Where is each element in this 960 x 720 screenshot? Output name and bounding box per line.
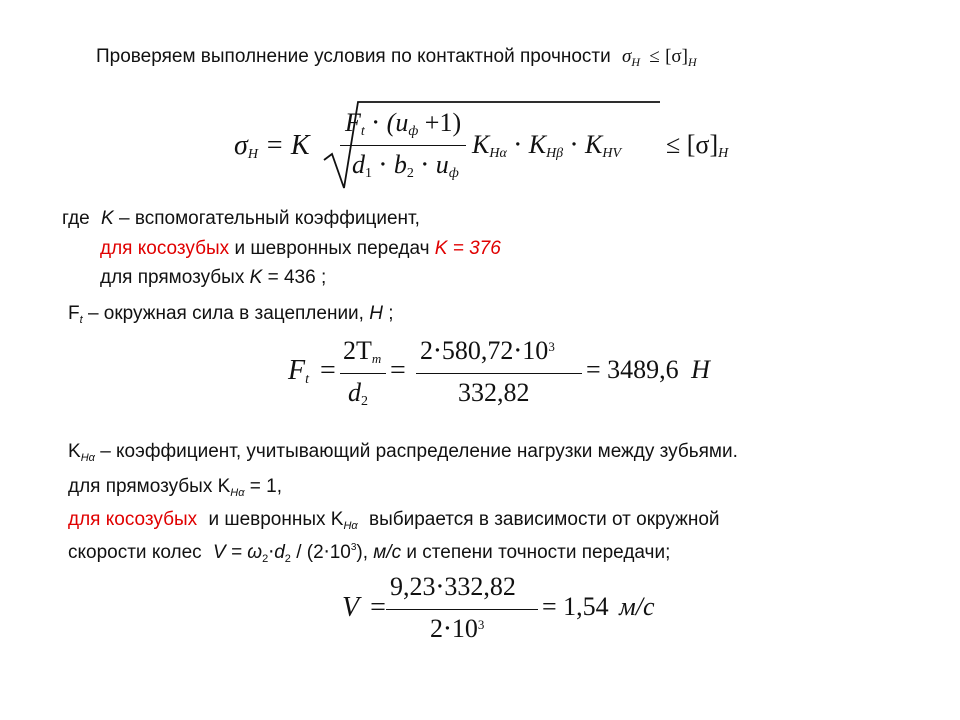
f3-bar <box>386 609 538 610</box>
helical-text: для косозубых <box>100 238 230 259</box>
f1-lhs-sub: H <box>247 147 258 162</box>
intro-sigma-sub: H <box>631 55 641 69</box>
f3-result: = 1,54 м/с <box>542 592 655 621</box>
f1-k-factors: $K_{H\alpha} \cdot K_{H\beta} \cdot K_{HV}$ <box>472 130 622 161</box>
f2-bar1 <box>340 373 386 374</box>
kha-def-line4: скорости колес $V = \omega_2\cdot d_2 / (2\cdot 10^3)$, м/с и степени точности передачи; <box>68 542 671 565</box>
intro-bracket-sub: H <box>687 55 697 69</box>
intro-sigma: σ <box>622 46 632 67</box>
f2-frac1-num: $2T_m$ <box>343 336 382 366</box>
kha-def-line1: $K_{H\alpha}$ – коэффициент, учитывающий распределение нагрузки между зубьями. <box>68 441 738 464</box>
f2-frac1-den: $d_2$ <box>348 378 368 409</box>
f3-num: 9,23⋅332,82 <box>390 572 516 601</box>
f3-den: $2\cdot 10^3$ <box>430 614 485 643</box>
kha-def-line2: для прямозубых $K_{H\alpha} = 1$, <box>68 476 283 499</box>
f2-frac2-den: 332,82 <box>458 378 530 407</box>
ft-def: $F_t$ – окружная сила в зацеплении, Н ; <box>68 303 394 326</box>
k-def-line1: где K – вспомогательный коэффициент, <box>62 208 420 229</box>
f1-fraction-bar <box>340 145 466 146</box>
intro-bracket: [σ] <box>665 46 688 67</box>
intro-text: Проверяем выполнение условия по контактной прочности <box>96 46 611 67</box>
intro-line <box>96 46 697 70</box>
k-def-line2: для косозубых и шевронных передач K = 376 <box>100 238 501 259</box>
f1-numerator: $F_t \cdot (u_ф +1)$ <box>345 108 462 139</box>
helical-text-2: для косозубых <box>68 509 198 530</box>
k-def-line3: для прямозубых K = 436 ; <box>100 267 327 288</box>
intro-le: ≤ <box>649 46 660 67</box>
f1-eq: = K <box>264 130 310 161</box>
f2-bar2 <box>416 373 582 374</box>
f2-result: = 3489,6 H <box>586 355 710 384</box>
f1-lhs: σ <box>234 130 248 161</box>
f1-rhs: ≤ $[\sigma]_H$ <box>666 130 729 161</box>
f1-denominator: $d_1 \cdot b_2 \cdot u_ф$ <box>352 150 459 181</box>
f2-frac2-num: $2\cdot 580,72\cdot 10^3$ <box>420 336 555 365</box>
k-value-helical: K = 376 <box>434 238 501 259</box>
kha-def-line3: для косозубых и шевронных $K_{H\alpha}$ выбирается в зависимости от окружной <box>68 509 720 532</box>
